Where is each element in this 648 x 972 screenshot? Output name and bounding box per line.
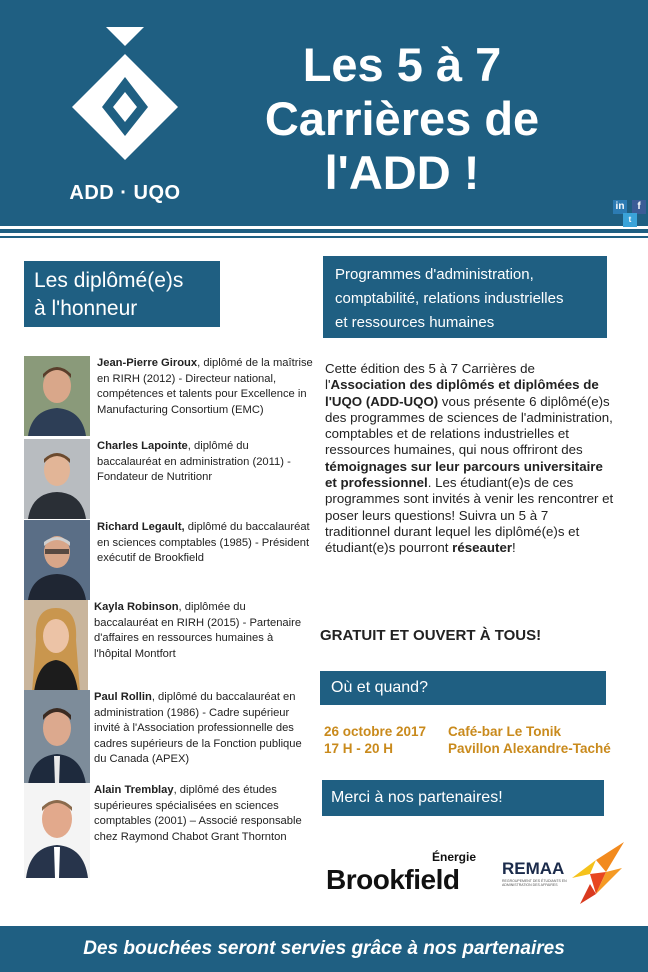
graduate-description: Richard Legault, diplômé du baccalauréat en sciences comptables (1985) - Président exécutif de Brookfield xyxy=(97,521,310,564)
portrait-photo xyxy=(24,600,88,692)
event-building: Pavillon Alexandre-Taché xyxy=(448,741,611,756)
heading-line: à l'honneur xyxy=(34,297,138,320)
graduate-description: Charles Lapointe, diplômé du baccalauréat en administration (2011) - Fondateur de Nutritionr xyxy=(97,440,291,483)
graduate-description: Kayla Robinson, diplômée du baccalauréat en RIRH (2015) - Partenaire d'affaires en ressources humaines à l'hôpital Montfort xyxy=(94,601,302,660)
social-links xyxy=(610,198,648,226)
graduate-name: Charles Lapointe xyxy=(97,440,188,452)
graduate-description: Jean-Pierre Giroux, diplômé de la maîtrise en RIRH (2012) - Directeur national, compétences et talents pour Excellence in Manufacturing Consortium (EMC) xyxy=(97,357,313,416)
twitter-icon[interactable]: t xyxy=(623,213,637,227)
graduate-name: Richard Legault, xyxy=(97,521,185,533)
graduate-name: Alain Tremblay xyxy=(94,784,174,796)
heading-line: Les diplômé(e)s xyxy=(34,269,184,292)
brookfield-energie-label: Énergie xyxy=(432,850,477,864)
add-uqo-logo xyxy=(50,22,200,212)
title-line: Carrières de xyxy=(264,92,540,145)
heading-line: comptabilité, relations industrielles xyxy=(335,290,564,307)
heading-line: Programmes d'administration, xyxy=(335,266,534,283)
event-description: Cette édition des 5 à 7 Carrières de l'Association des diplômés et diplômées de l'UQO (ADD-UQO) vous présente 6 diplômé(e)s des programmes de sciences de l'administration, comptables et de relations industrielles et ressources humaines, qui nous offriront des témoignages sur leur parcours universitaire et professionnel. Les étudiant(e)s de ces programmes sont invités à venir les rencontrer et poser leurs questions! Suivra un 5 à 7 traditionnel durant lequel les diplômé(e)s et étudiant(e)s pourront réseauter! xyxy=(325,361,614,556)
event-title xyxy=(232,38,572,200)
remaa-subtitle: REGROUPEMENT DES ÉTUDIANTS EN ADMINISTRATION DES AFFAIRES xyxy=(502,879,567,887)
remaa-logo-text: REMAA xyxy=(502,859,565,878)
heading-line: et ressources humaines xyxy=(335,314,495,331)
title-line: l'ADD ! xyxy=(324,146,480,199)
portrait-photo xyxy=(24,783,90,878)
where-when-heading: Où et quand? xyxy=(320,671,606,705)
graduate-description: Alain Tremblay, diplômé des études supérieures spécialisées en sciences comptables (2001) – Associé responsable chez Raymond Chabot Grant Thornton xyxy=(94,784,302,843)
event-venue: Café-bar Le Tonik xyxy=(448,724,562,739)
facebook-icon[interactable]: f xyxy=(632,200,646,214)
logo-text: ADD · UQO xyxy=(69,182,181,204)
graduate-description: Paul Rollin, diplômé du baccalauréat en administration (1986) - Cadre supérieur invité à l'Association professionnelle des cadres supérieurs de la Fonction publique du Canada (APEX) xyxy=(94,691,302,765)
add-logo-icon xyxy=(50,22,200,182)
honoured-graduates-heading xyxy=(24,261,220,327)
partners-heading: Merci à nos partenaires! xyxy=(322,780,604,816)
graduate-name: Jean-Pierre Giroux xyxy=(97,357,198,369)
linkedin-icon[interactable]: in xyxy=(613,200,627,214)
programs-heading xyxy=(323,256,607,338)
brookfield-logo: Brookfield xyxy=(326,864,460,895)
portrait-photo xyxy=(24,520,90,600)
footer-banner: Des bouchées seront servies grâce à nos partenaires xyxy=(0,926,648,972)
title-line: Les 5 à 7 xyxy=(302,38,502,91)
divider xyxy=(0,236,648,238)
portrait-photo xyxy=(24,439,90,519)
portrait-photo xyxy=(24,690,90,785)
portrait-photo xyxy=(24,356,90,436)
event-time: 17 H - 20 H xyxy=(324,741,394,756)
divider xyxy=(0,229,648,233)
remaa-logo-icon xyxy=(566,838,626,906)
graduate-name: Paul Rollin xyxy=(94,691,152,703)
event-date: 26 octobre 2017 xyxy=(324,724,427,739)
header-banner xyxy=(0,0,648,226)
graduate-name: Kayla Robinson xyxy=(94,601,179,613)
free-entry-notice: GRATUIT ET OUVERT À TOUS! xyxy=(320,627,542,644)
